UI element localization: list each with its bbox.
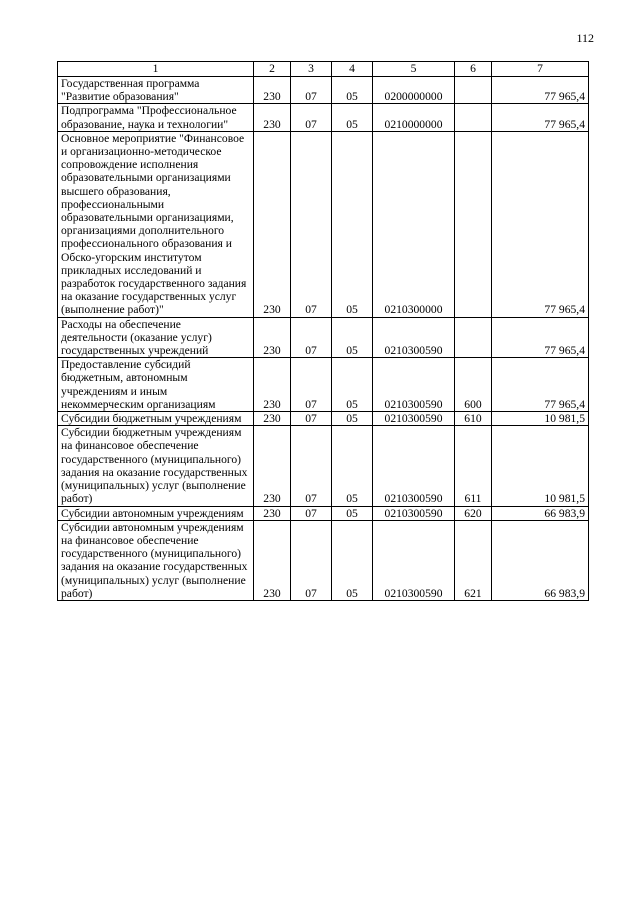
row-name: Основное мероприятие "Финансовое и организационно-методическое сопровождение исполнения образовательными организациями высшего образования, профессиональными образовательными организациями, организациями дополнительного профессионального образования и Обско-угорским институтом прикладных исследований и разработок государственного задания на оказание государственных услуг (выполнение работ)" — [58, 131, 254, 317]
row-name: Субсидии автономным учреждениям на финансовое обеспечение государственного (муниципального) задания на оказание государственных (муниципальных) услуг (выполнение работ) — [58, 520, 254, 600]
row-ved: 230 — [254, 426, 291, 506]
row-name: Субсидии бюджетным учреждениям — [58, 412, 254, 426]
row-sum: 10 981,5 — [492, 426, 589, 506]
row-pr: 05 — [332, 520, 373, 600]
row-pr: 05 — [332, 131, 373, 317]
row-rz: 07 — [291, 520, 332, 600]
row-csr: 0210300590 — [373, 317, 455, 358]
row-csr: 0210300590 — [373, 358, 455, 412]
row-rz: 07 — [291, 317, 332, 358]
row-pr: 05 — [332, 77, 373, 104]
row-pr: 05 — [332, 104, 373, 131]
table-row — [58, 426, 589, 506]
row-name: Государственная программа "Развитие образования" — [58, 77, 254, 104]
row-sum: 77 965,4 — [492, 358, 589, 412]
page-number: 112 — [576, 31, 594, 45]
table-row — [58, 412, 589, 426]
row-pr: 05 — [332, 317, 373, 358]
row-name: Предоставление субсидий бюджетным, автономным учреждениям и иным некоммерческим организациям — [58, 358, 254, 412]
table-row — [58, 104, 589, 131]
row-name: Подпрограмма "Профессиональное образование, наука и технологии" — [58, 104, 254, 131]
row-rz: 07 — [291, 77, 332, 104]
row-vr: 600 — [455, 358, 492, 412]
row-pr: 05 — [332, 426, 373, 506]
row-vr: 620 — [455, 506, 492, 520]
row-sum: 10 981,5 — [492, 412, 589, 426]
row-sum: 77 965,4 — [492, 131, 589, 317]
row-sum: 77 965,4 — [492, 77, 589, 104]
row-csr: 0210300590 — [373, 426, 455, 506]
row-name: Расходы на обеспечение деятельности (оказание услуг) государственных учреждений — [58, 317, 254, 358]
row-sum: 77 965,4 — [492, 104, 589, 131]
header-col-7: 7 — [492, 62, 589, 77]
table-row — [58, 358, 589, 412]
row-vr: 621 — [455, 520, 492, 600]
table-row — [58, 506, 589, 520]
row-csr: 0200000000 — [373, 77, 455, 104]
row-csr: 0210300590 — [373, 506, 455, 520]
header-col-6: 6 — [455, 62, 492, 77]
row-rz: 07 — [291, 358, 332, 412]
row-pr: 05 — [332, 506, 373, 520]
row-pr: 05 — [332, 358, 373, 412]
row-sum: 66 983,9 — [492, 506, 589, 520]
row-ved: 230 — [254, 77, 291, 104]
table-row — [58, 77, 589, 104]
row-pr: 05 — [332, 412, 373, 426]
row-ved: 230 — [254, 412, 291, 426]
header-col-2: 2 — [254, 62, 291, 77]
table-row — [58, 131, 589, 317]
row-sum: 77 965,4 — [492, 317, 589, 358]
row-vr: 610 — [455, 412, 492, 426]
row-name: Субсидии автономным учреждениям — [58, 506, 254, 520]
budget-table — [57, 61, 589, 601]
row-rz: 07 — [291, 506, 332, 520]
row-vr — [455, 317, 492, 358]
table-row — [58, 520, 589, 600]
row-vr — [455, 131, 492, 317]
row-ved: 230 — [254, 358, 291, 412]
row-ved: 230 — [254, 104, 291, 131]
header-col-1: 1 — [58, 62, 254, 77]
row-csr: 0210000000 — [373, 104, 455, 131]
row-ved: 230 — [254, 317, 291, 358]
row-csr: 0210300000 — [373, 131, 455, 317]
row-vr — [455, 104, 492, 131]
row-rz: 07 — [291, 426, 332, 506]
row-ved: 230 — [254, 131, 291, 317]
header-col-5: 5 — [373, 62, 455, 77]
row-vr: 611 — [455, 426, 492, 506]
row-name: Субсидии бюджетным учреждениям на финансовое обеспечение государственного (муниципального) задания на оказание государственных (муниципальных) услуг (выполнение работ) — [58, 426, 254, 506]
table-row — [58, 317, 589, 358]
row-ved: 230 — [254, 520, 291, 600]
row-ved: 230 — [254, 506, 291, 520]
header-row — [58, 62, 589, 77]
row-sum: 66 983,9 — [492, 520, 589, 600]
header-col-3: 3 — [291, 62, 332, 77]
row-rz: 07 — [291, 131, 332, 317]
row-vr — [455, 77, 492, 104]
row-csr: 0210300590 — [373, 412, 455, 426]
header-col-4: 4 — [332, 62, 373, 77]
row-rz: 07 — [291, 104, 332, 131]
row-csr: 0210300590 — [373, 520, 455, 600]
row-rz: 07 — [291, 412, 332, 426]
